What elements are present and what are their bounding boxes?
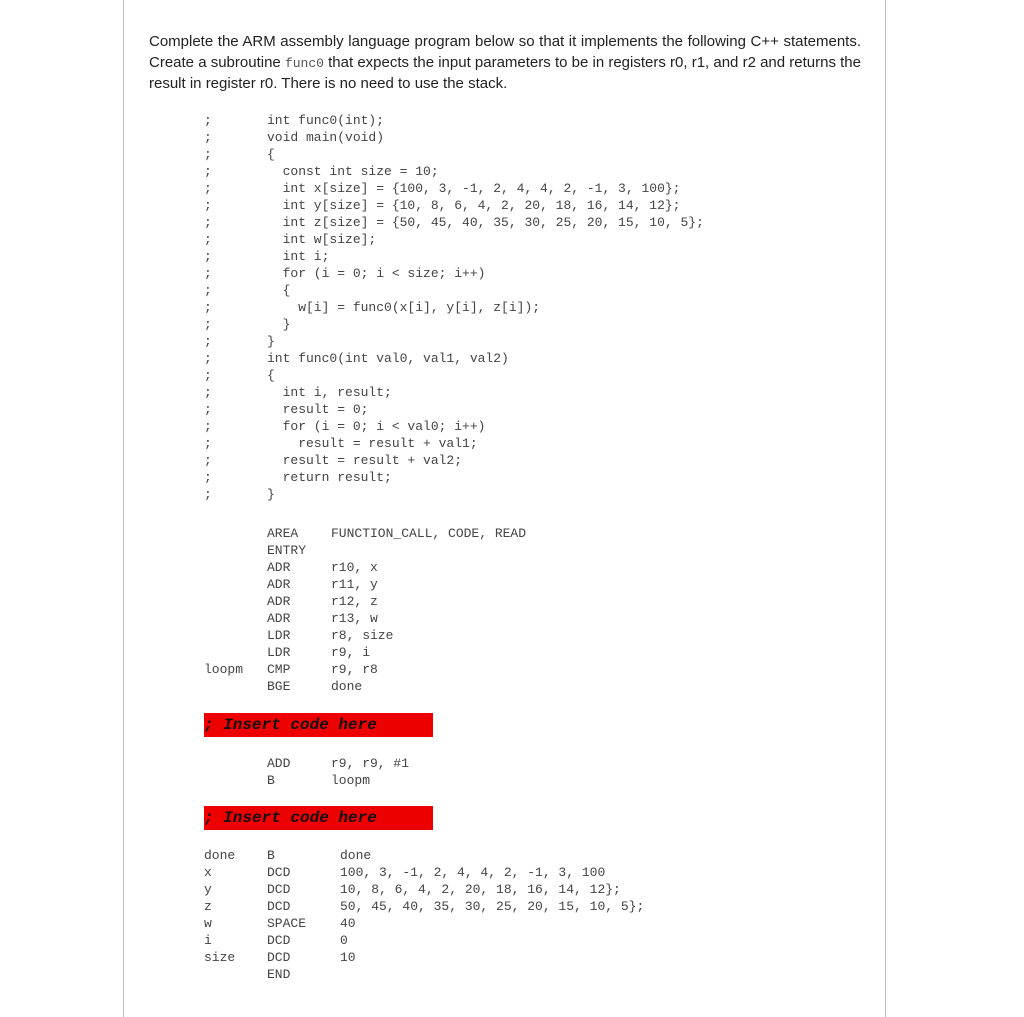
comment-marker: ; <box>204 266 212 281</box>
page-left-edge <box>123 0 124 1017</box>
cpp-line: return result; <box>267 470 392 485</box>
asm-args: 100, 3, -1, 2, 4, 4, 2, -1, 3, 100 <box>340 865 606 880</box>
asm-op: DCD <box>267 933 291 948</box>
comment-marker: ; <box>204 453 212 468</box>
asm-op: DCD <box>267 899 291 914</box>
insert-code-here-marker-2: ; Insert code here <box>204 806 433 830</box>
cpp-line: int y[size] = {10, 8, 6, 4, 2, 20, 18, 16, 14, 12}; <box>267 198 681 213</box>
comment-marker: ; <box>204 283 212 298</box>
comment-marker: ; <box>204 232 212 247</box>
cpp-line: for (i = 0; i < val0; i++) <box>267 419 486 434</box>
asm-op: CMP <box>267 662 291 677</box>
comment-marker: ; <box>204 487 212 502</box>
comment-marker: ; <box>204 402 212 417</box>
asm-args: r13, w <box>331 611 378 626</box>
asm-op: LDR <box>267 628 291 643</box>
asm-label: x <box>204 865 212 880</box>
asm-args: r10, x <box>331 560 378 575</box>
asm-op: DCD <box>267 882 291 897</box>
cpp-line: } <box>267 317 291 332</box>
cpp-line: for (i = 0; i < size; i++) <box>267 266 486 281</box>
asm-op: ADD <box>267 756 291 771</box>
asm-label: done <box>204 848 236 863</box>
asm-label: size <box>204 950 236 965</box>
asm-op: ADR <box>267 560 291 575</box>
asm-args: r9, i <box>331 645 371 660</box>
cpp-line: { <box>267 283 291 298</box>
insert-code-here-marker-1: ; Insert code here <box>204 713 433 737</box>
asm-op: LDR <box>267 645 291 660</box>
cpp-line: int func0(int); <box>267 113 385 128</box>
comment-marker: ; <box>204 368 212 383</box>
asm-op: ADR <box>267 611 291 626</box>
asm-op: DCD <box>267 865 291 880</box>
cpp-line: void main(void) <box>267 130 385 145</box>
cpp-line: int i, result; <box>267 385 392 400</box>
comment-marker: ; <box>204 113 212 128</box>
instructions-paragraph <box>149 32 861 95</box>
asm-args: 40 <box>340 916 356 931</box>
asm-args: r11, y <box>331 577 378 592</box>
comment-marker: ; <box>204 436 212 451</box>
comment-marker: ; <box>204 419 212 434</box>
cpp-line: result = 0; <box>267 402 369 417</box>
comment-marker: ; <box>204 317 212 332</box>
asm-op: ADR <box>267 577 291 592</box>
asm-op: BGE <box>267 679 291 694</box>
cpp-line: const int size = 10; <box>267 164 439 179</box>
cpp-line: { <box>267 368 275 383</box>
asm-label: w <box>204 916 212 931</box>
page-right-edge <box>885 0 886 1017</box>
cpp-line: { <box>267 147 275 162</box>
asm-op: DCD <box>267 950 291 965</box>
asm-args: 10 <box>340 950 356 965</box>
cpp-line: } <box>267 487 275 502</box>
comment-marker: ; <box>204 215 212 230</box>
cpp-line: int i; <box>267 249 330 264</box>
asm-label: i <box>204 933 212 948</box>
asm-op: END <box>267 967 291 982</box>
asm-args: r12, z <box>331 594 378 609</box>
asm-op: ADR <box>267 594 291 609</box>
cpp-line: } <box>267 334 275 349</box>
comment-marker: ; <box>204 130 212 145</box>
asm-args: done <box>340 848 372 863</box>
asm-args: 50, 45, 40, 35, 30, 25, 20, 15, 10, 5}; <box>340 899 645 914</box>
cpp-line: result = result + val1; <box>267 436 478 451</box>
comment-marker: ; <box>204 470 212 485</box>
func-name-inline-code: func0 <box>284 55 324 71</box>
instructions-text-start: Complete the ARM assembly language program below so that it implements the following C++ statements. Create a subroutine <box>149 33 861 71</box>
comment-marker: ; <box>204 385 212 400</box>
asm-label: loopm <box>204 662 244 677</box>
comment-marker: ; <box>204 300 212 315</box>
asm-args: FUNCTION_CALL, CODE, READ <box>331 526 527 541</box>
comment-marker: ; <box>204 334 212 349</box>
comment-marker: ; <box>204 351 212 366</box>
asm-op: B <box>267 773 275 788</box>
asm-op: AREA <box>267 526 299 541</box>
cpp-line: int z[size] = {50, 45, 40, 35, 30, 25, 20, 15, 10, 5}; <box>267 215 704 230</box>
asm-args: 0 <box>340 933 348 948</box>
comment-marker: ; <box>204 249 212 264</box>
asm-label: z <box>204 899 212 914</box>
asm-args: r8, size <box>331 628 394 643</box>
comment-marker: ; <box>204 147 212 162</box>
cpp-line: result = result + val2; <box>267 453 463 468</box>
asm-op: ENTRY <box>267 543 307 558</box>
asm-args: done <box>331 679 363 694</box>
asm-args: r9, r8 <box>331 662 378 677</box>
cpp-line: int w[size]; <box>267 232 377 247</box>
asm-op: B <box>267 848 275 863</box>
instructions-text-end: that expects the input parameters to be in registers r0, r1, and r2 and returns the result in register r0. There is no need to use the stack. <box>149 53 861 92</box>
cpp-line: w[i] = func0(x[i], y[i], z[i]); <box>267 300 541 315</box>
asm-args: loopm <box>331 773 371 788</box>
cpp-line: int x[size] = {100, 3, -1, 2, 4, 4, 2, -1, 3, 100}; <box>267 181 681 196</box>
asm-label: y <box>204 882 212 897</box>
comment-marker: ; <box>204 198 212 213</box>
comment-marker: ; <box>204 164 212 179</box>
asm-args: 10, 8, 6, 4, 2, 20, 18, 16, 14, 12}; <box>340 882 621 897</box>
cpp-line: int func0(int val0, val1, val2) <box>267 351 509 366</box>
asm-args: r9, r9, #1 <box>331 756 410 771</box>
asm-op: SPACE <box>267 916 307 931</box>
comment-marker: ; <box>204 181 212 196</box>
